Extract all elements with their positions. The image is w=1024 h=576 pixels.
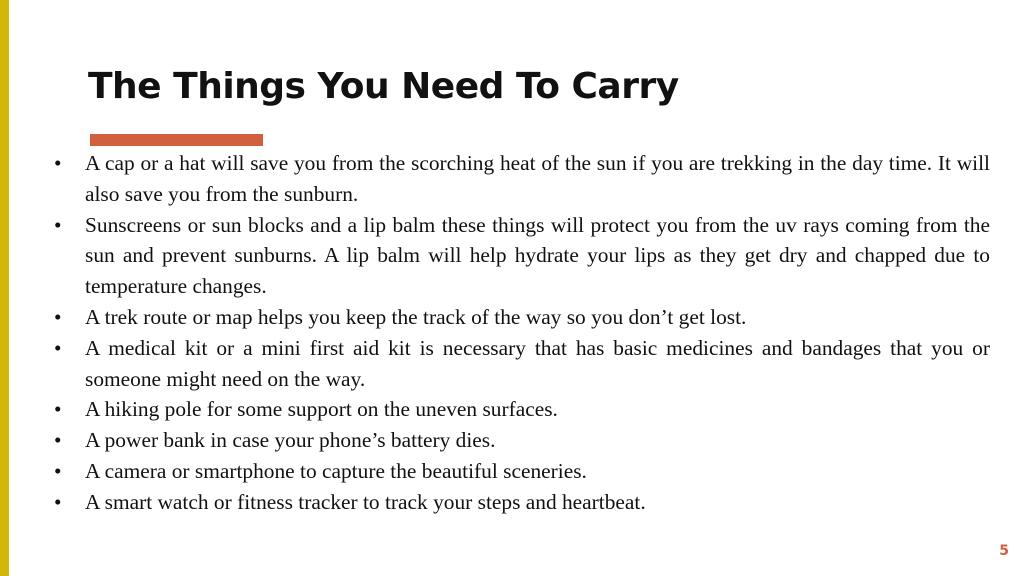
bullet-item <box>50 210 990 302</box>
bullet-icon: • <box>54 304 62 329</box>
bullet-text: A hiking pole for some support on the uneven surfaces. <box>85 397 558 422</box>
bullet-item <box>50 487 990 518</box>
bullet-text: A trek route or map helps you keep the track of the way so you don’t get lost. <box>85 304 747 329</box>
bullet-icon: • <box>54 335 62 360</box>
bullet-icon: • <box>54 428 62 453</box>
bullet-icon: • <box>54 489 62 514</box>
page-number: 5 <box>999 543 1009 559</box>
bullet-text: A smart watch or fitness tracker to track your steps and heartbeat. <box>85 489 646 514</box>
bullet-item <box>50 425 990 456</box>
bullet-icon: • <box>54 397 62 422</box>
left-accent-bar <box>0 0 9 576</box>
bullet-icon: • <box>54 151 62 175</box>
bullet-item <box>50 148 990 210</box>
title-underline <box>90 134 263 146</box>
slide-title: The Things You Need To Carry <box>88 66 679 107</box>
bullet-text: Sunscreens or sun blocks and a lip balm these things will protect you from the uv rays coming from the sun and prevent sunburns. A lip balm will help hydrate your lips as they get dry and chapped due to temperature changes. <box>85 212 990 299</box>
bullet-icon: • <box>54 212 62 237</box>
bullet-item <box>50 456 990 487</box>
bullet-text: A medical kit or a mini first aid kit is necessary that has basic medicines and bandages that you or someone might need on the way. <box>85 335 990 391</box>
bullet-list <box>50 148 990 518</box>
bullet-item <box>50 302 990 333</box>
bullet-text: A cap or a hat will save you from the scorching heat of the sun if you are trekking in the day time. It will also save you from the sunburn. <box>85 151 990 206</box>
bullet-item <box>50 333 990 395</box>
bullet-icon: • <box>54 458 62 483</box>
bullet-text: A power bank in case your phone’s battery dies. <box>85 428 496 453</box>
bullet-text: A camera or smartphone to capture the beautiful sceneries. <box>85 458 587 483</box>
bullet-item <box>50 394 990 425</box>
